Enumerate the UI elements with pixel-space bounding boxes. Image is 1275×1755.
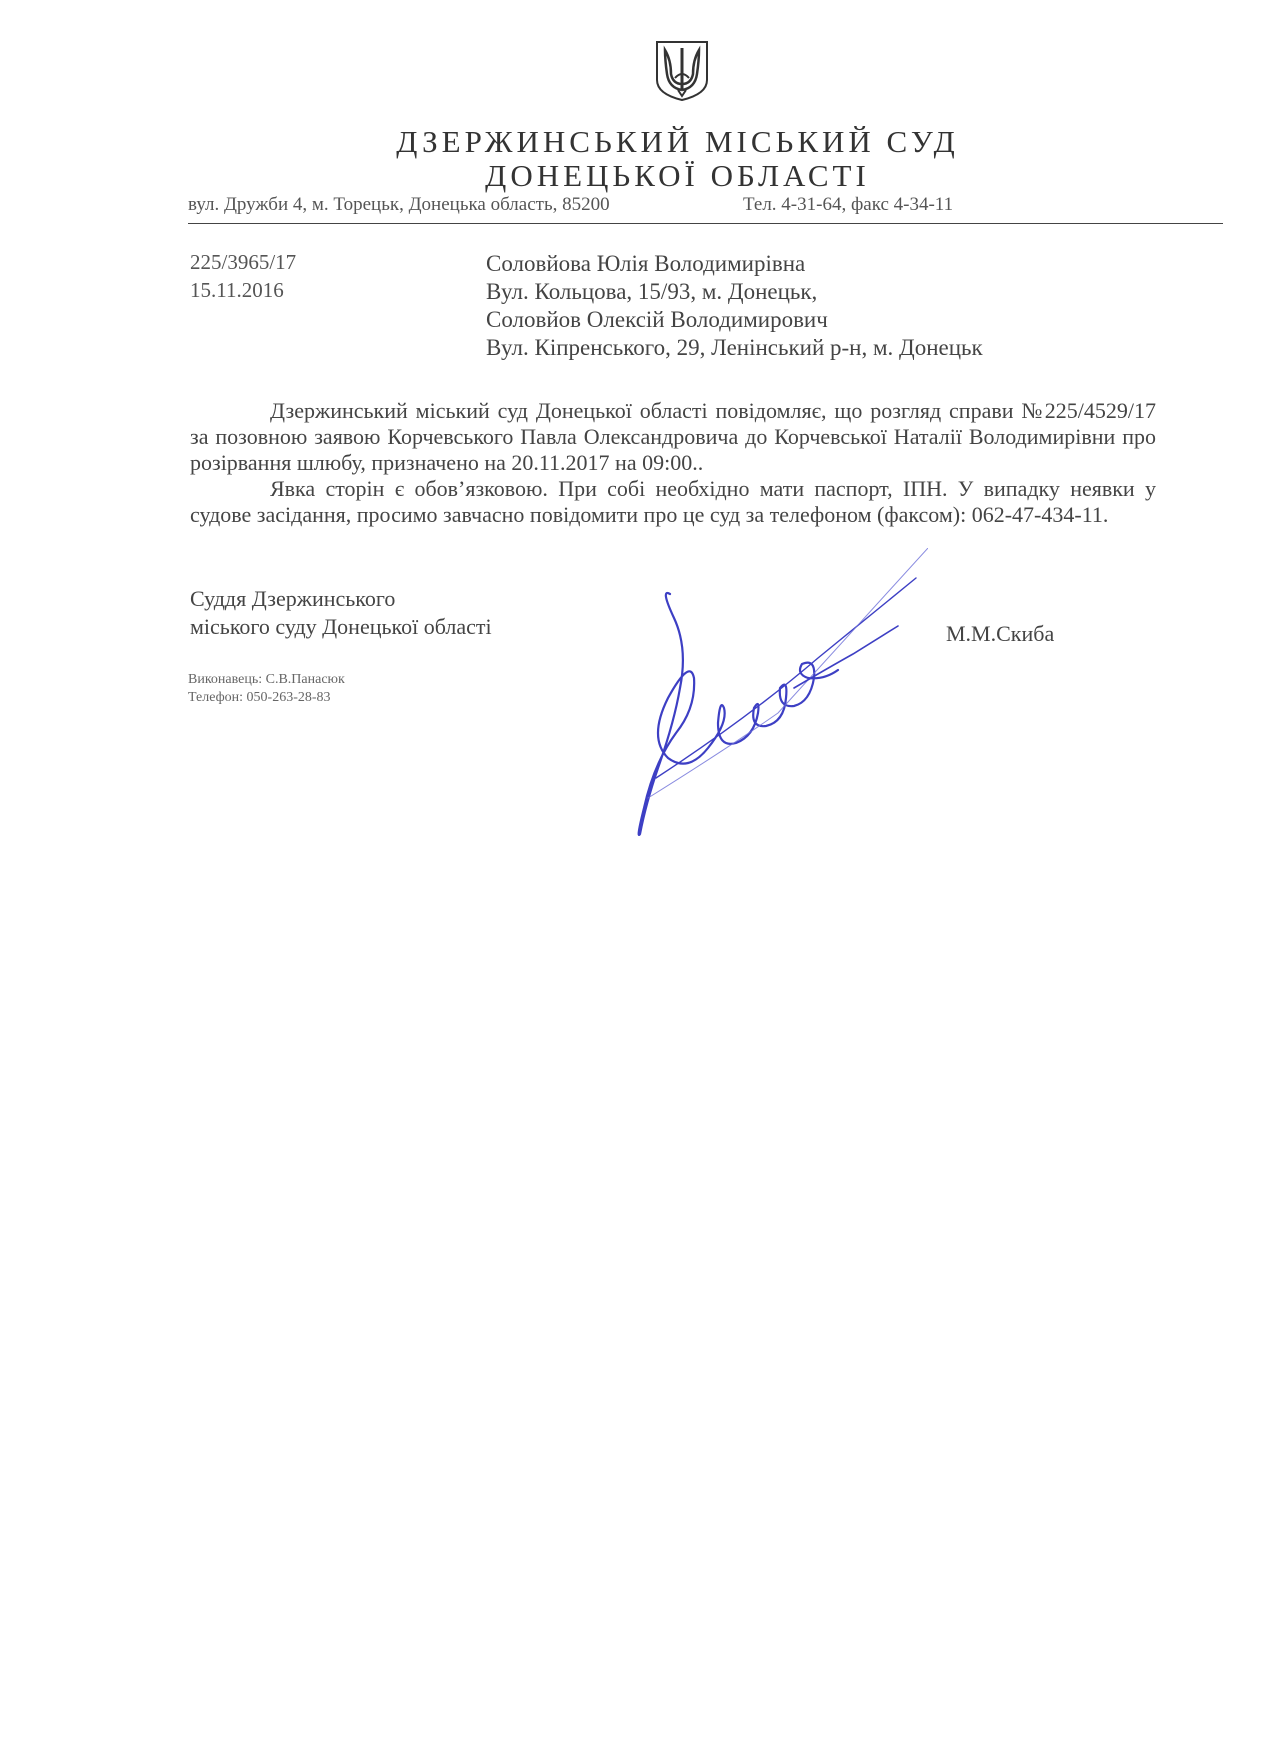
body-paragraph-notice: Дзержинський міський суд Донецької області повідомляє, що розгляд справи №225/4529/17 за позовною заявою Корчевського Павла Олександровича до Корчевської Наталії Володимирівни про розірвання шлюбу, призначено на 20.11.2017 на 09:00..	[190, 398, 1156, 475]
recipient-line: Вул. Кольцова, 15/93, м. Донецьк,	[486, 279, 818, 304]
recipients-block	[486, 250, 983, 362]
signature-title-line1: Суддя Дзержинського	[190, 586, 396, 611]
recipient-line: Соловйов Олексій Володимирович	[486, 307, 828, 332]
executor-phone: Телефон: 050-263-28-83	[188, 690, 331, 705]
letter-body	[190, 398, 1156, 528]
reference-number: 225/3965/17	[190, 250, 297, 274]
court-phone-fax: Тел. 4-31-64, факс 4-34-11	[743, 194, 954, 215]
signature-title-line2: міського суду Донецької області	[190, 614, 492, 639]
executor-info	[188, 671, 345, 707]
recipient-line: Вул. Кіпренського, 29, Ленінський р-н, м. Донецьк	[486, 335, 983, 360]
trident-emblem-icon	[653, 40, 711, 102]
court-name-line2: ДОНЕЦЬКОЇ ОБЛАСТІ	[485, 158, 870, 193]
header-divider	[188, 223, 1223, 224]
handwritten-signature-icon	[628, 548, 928, 838]
signer-name: М.М.Скиба	[946, 621, 1055, 646]
court-name-line1: ДЗЕРЖИНСЬКИЙ МІСЬКИЙ СУД	[396, 124, 959, 159]
executor-name: Виконавець: С.В.Панасюк	[188, 672, 345, 687]
court-address: вул. Дружби 4, м. Торецьк, Донецька область, 85200	[188, 194, 610, 215]
signature-title	[190, 585, 492, 641]
recipient-line: Соловйова Юлія Володимирівна	[486, 251, 806, 276]
body-paragraph-attendance: Явка сторін є обов’язковою. При собі необхідно мати паспорт, ІПН. У випадку неявки у судове засідання, просимо завчасно повідомити про це суд за телефоном (факсом): 062-47-434-11.	[190, 476, 1156, 527]
reference-date: 15.11.2016	[190, 278, 284, 302]
